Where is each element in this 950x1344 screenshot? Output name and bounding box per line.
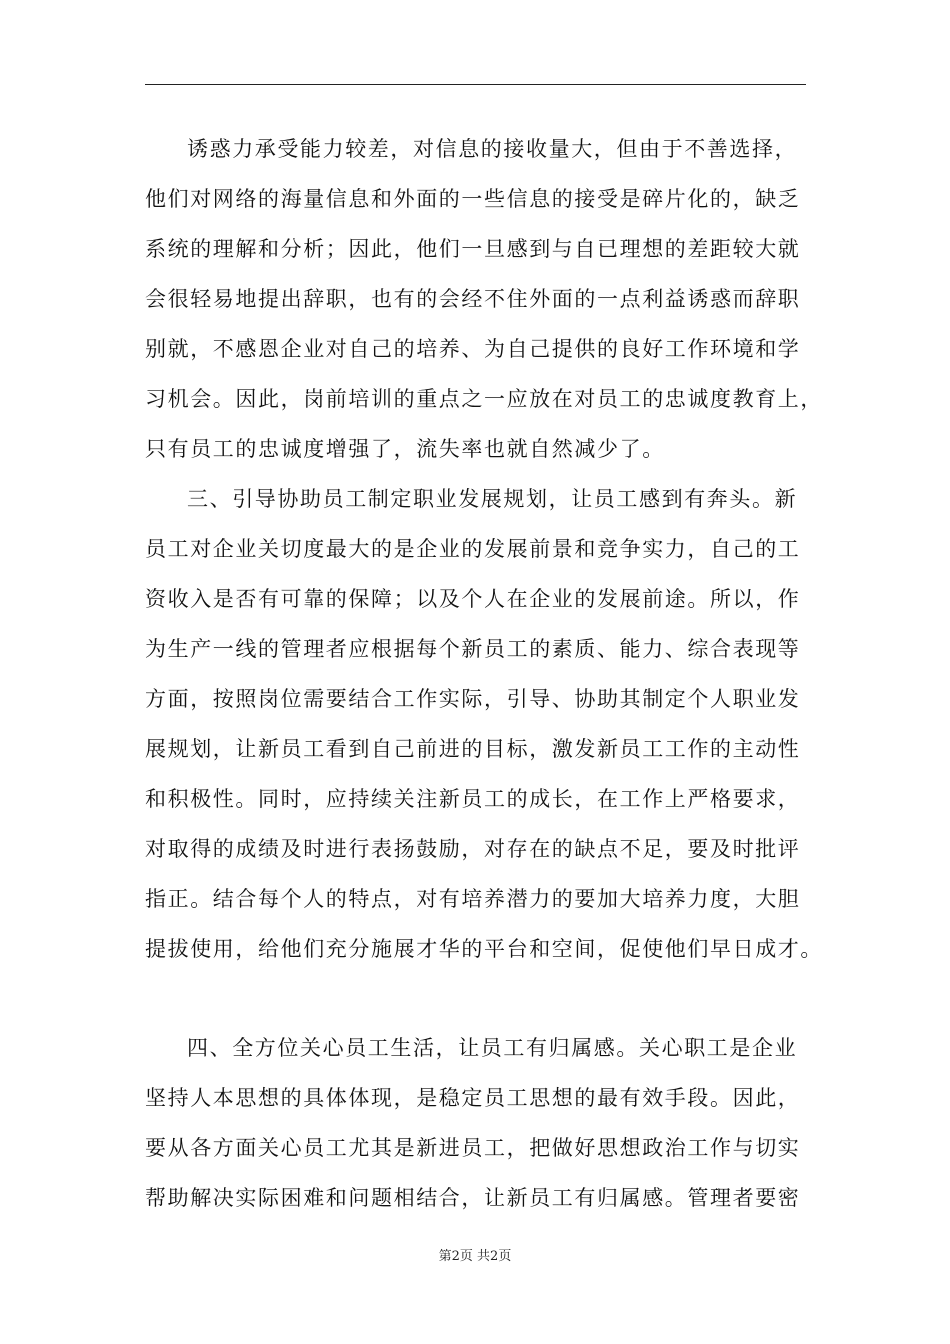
text-line: 诱惑力承受能力较差，对信息的接收量大，但由于不善选择，	[187, 137, 798, 161]
text-line: 员工对企业关切度最大的是企业的发展前景和竞争实力，自己的工	[145, 537, 801, 561]
text-line: 只有员工的忠诚度增强了，流失率也就自然减少了。	[145, 437, 665, 461]
text-line: 指正。结合每个人的特点，对有培养潜力的要加大培养力度，大胆	[145, 887, 801, 911]
page-number: 第2页 共2页	[438, 1249, 512, 1264]
text-line: 方面，按照岗位需要结合工作实际，引导、协助其制定个人职业发	[145, 687, 801, 711]
text-line: 对取得的成绩及时进行表扬鼓励，对存在的缺点不足，要及时批评	[145, 837, 801, 861]
text-line: 习机会。因此，岗前培训的重点之一应放在对员工的忠诚度教育上，	[145, 387, 823, 411]
text-line: 资收入是否有可靠的保障；以及个人在企业的发展前途。所以，作	[145, 587, 801, 611]
text-line: 会很轻易地提出辞职，也有的会经不住外面的一点利益诱惑而辞职	[145, 287, 801, 311]
text-line: 要从各方面关心员工尤其是新进员工，把做好思想政治工作与切实	[145, 1136, 801, 1160]
header-rule	[145, 84, 806, 85]
text-line: 和积极性。同时，应持续关注新员工的成长，在工作上严格要求，	[145, 787, 801, 811]
text-line: 展规划，让新员工看到自己前进的目标，激发新员工工作的主动性	[145, 737, 801, 761]
text-line: 为生产一线的管理者应根据每个新员工的素质、能力、综合表现等	[145, 637, 801, 661]
text-line: 提拔使用，给他们充分施展才华的平台和空间，促使他们早日成才。	[145, 937, 823, 961]
text-line: 他们对网络的海量信息和外面的一些信息的接受是碎片化的，缺乏	[145, 187, 801, 211]
text-line: 三、引导协助员工制定职业发展规划，让员工感到有奔头。新	[187, 487, 798, 511]
text-line: 系统的理解和分析；因此，他们一旦感到与自已理想的差距较大就	[145, 237, 801, 261]
text-line: 帮助解决实际困难和问题相结合，让新员工有归属感。管理者要密	[145, 1186, 801, 1210]
text-line: 别就，不感恩企业对自己的培养、为自己提供的良好工作环境和学	[145, 337, 801, 361]
text-line: 四、全方位关心员工生活，让员工有归属感。关心职工是企业	[187, 1036, 798, 1060]
text-line: 坚持人本思想的具体体现，是稳定员工思想的最有效手段。因此，	[145, 1086, 801, 1110]
